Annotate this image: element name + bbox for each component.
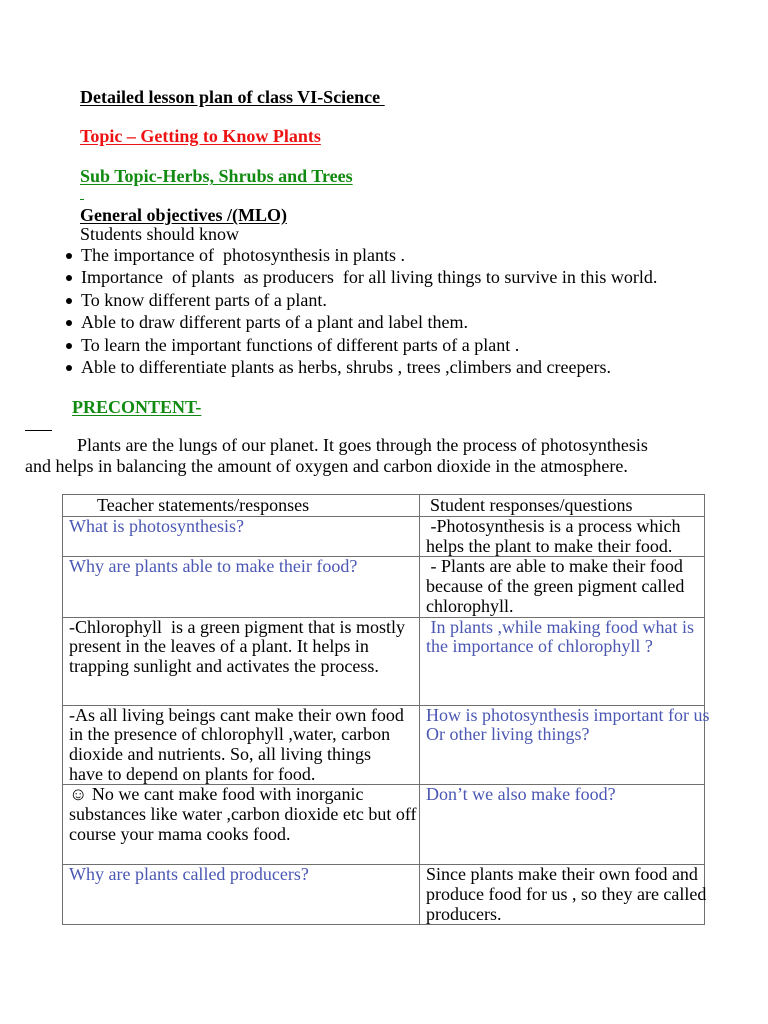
table-row <box>63 705 705 785</box>
teacher-column-header: Teacher statements/responses <box>63 495 420 517</box>
student-cell: - Plants are able to make their food because of the green pigment called chlorophyll. <box>420 557 705 617</box>
precontent-heading: PRECONTENT- <box>72 397 202 417</box>
student-cell: Don’t we also make food? <box>420 785 705 865</box>
sub-topic-heading: Sub Topic-Herbs, Shrubs and Trees <box>80 166 353 186</box>
teacher-cell: Why are plants called producers? <box>63 865 420 925</box>
student-cell: Since plants make their own food and produce food for us , so they are called producers. <box>420 865 705 925</box>
table-row <box>63 517 705 557</box>
objective-text: Able to differentiate plants as herbs, shrubs , trees ,climbers and creepers. <box>81 356 611 377</box>
objective-item <box>0 244 657 266</box>
objective-text: To learn the important functions of different parts of a plant . <box>81 334 520 355</box>
teacher-cell: -Chlorophyll is a green pigment that is mostly present in the leaves of a plant. It helps in trapping sunlight and activates the process. <box>63 617 420 705</box>
topic-heading: Topic – Getting to Know Plants <box>80 126 321 146</box>
table-row <box>63 617 705 705</box>
table-header-row <box>63 495 705 517</box>
objective-item <box>0 334 657 356</box>
bullet-icon <box>66 320 72 326</box>
student-cell: How is photosynthesis important for us Or other living things? <box>420 705 705 785</box>
objective-item <box>0 289 657 311</box>
objectives-heading: General objectives /(MLO) <box>80 205 287 225</box>
objective-text: Importance of plants as producers for all living things to survive in this world. <box>81 267 658 288</box>
objective-text: The importance of photosynthesis in plants . <box>81 245 405 265</box>
student-cell: In plants ,while making food what is the importance of chlorophyll ? <box>420 617 705 705</box>
objective-text: Able to draw different parts of a plant and label them. <box>81 312 469 333</box>
bullet-icon <box>66 253 72 259</box>
objective-item <box>0 266 657 288</box>
table-row <box>63 557 705 617</box>
blank-underline <box>80 196 84 200</box>
blank-underline-rule <box>25 430 52 431</box>
precontent-paragraph: Plants are the lungs of our planet. It goes through the process of photosynthesis and helps in balancing the amount of oxygen and carbon dioxide in the atmosphere. <box>25 435 648 476</box>
teacher-cell: What is photosynthesis? <box>63 517 420 557</box>
objective-item <box>0 356 657 378</box>
bullet-icon <box>66 275 72 281</box>
teacher-student-table <box>62 494 710 925</box>
objective-item <box>0 311 657 333</box>
objectives-intro: Students should know <box>80 224 240 244</box>
student-cell: -Photosynthesis is a process which helps the plant to make their food. <box>420 517 705 557</box>
table-row <box>63 785 705 865</box>
student-column-header: Student responses/questions <box>420 495 705 517</box>
teacher-cell: Why are plants able to make their food? <box>63 557 420 617</box>
bullet-icon <box>66 365 72 371</box>
teacher-cell: -As all living beings cant make their own food in the presence of chlorophyll ,water, carbon dioxide and nutrients. So, all living things have to depend on plants for food. <box>63 705 420 785</box>
objective-text: To know different parts of a plant. <box>81 289 327 310</box>
teacher-cell: ☺ No we cant make food with inorganic substances like water ,carbon dioxide etc but off course your mama cooks food. <box>63 785 420 865</box>
objectives-list <box>0 244 657 378</box>
bullet-icon <box>66 298 72 304</box>
lesson-plan-title: Detailed lesson plan of class VI-Science <box>80 87 385 107</box>
bullet-icon <box>66 343 72 349</box>
table-row <box>63 865 705 925</box>
